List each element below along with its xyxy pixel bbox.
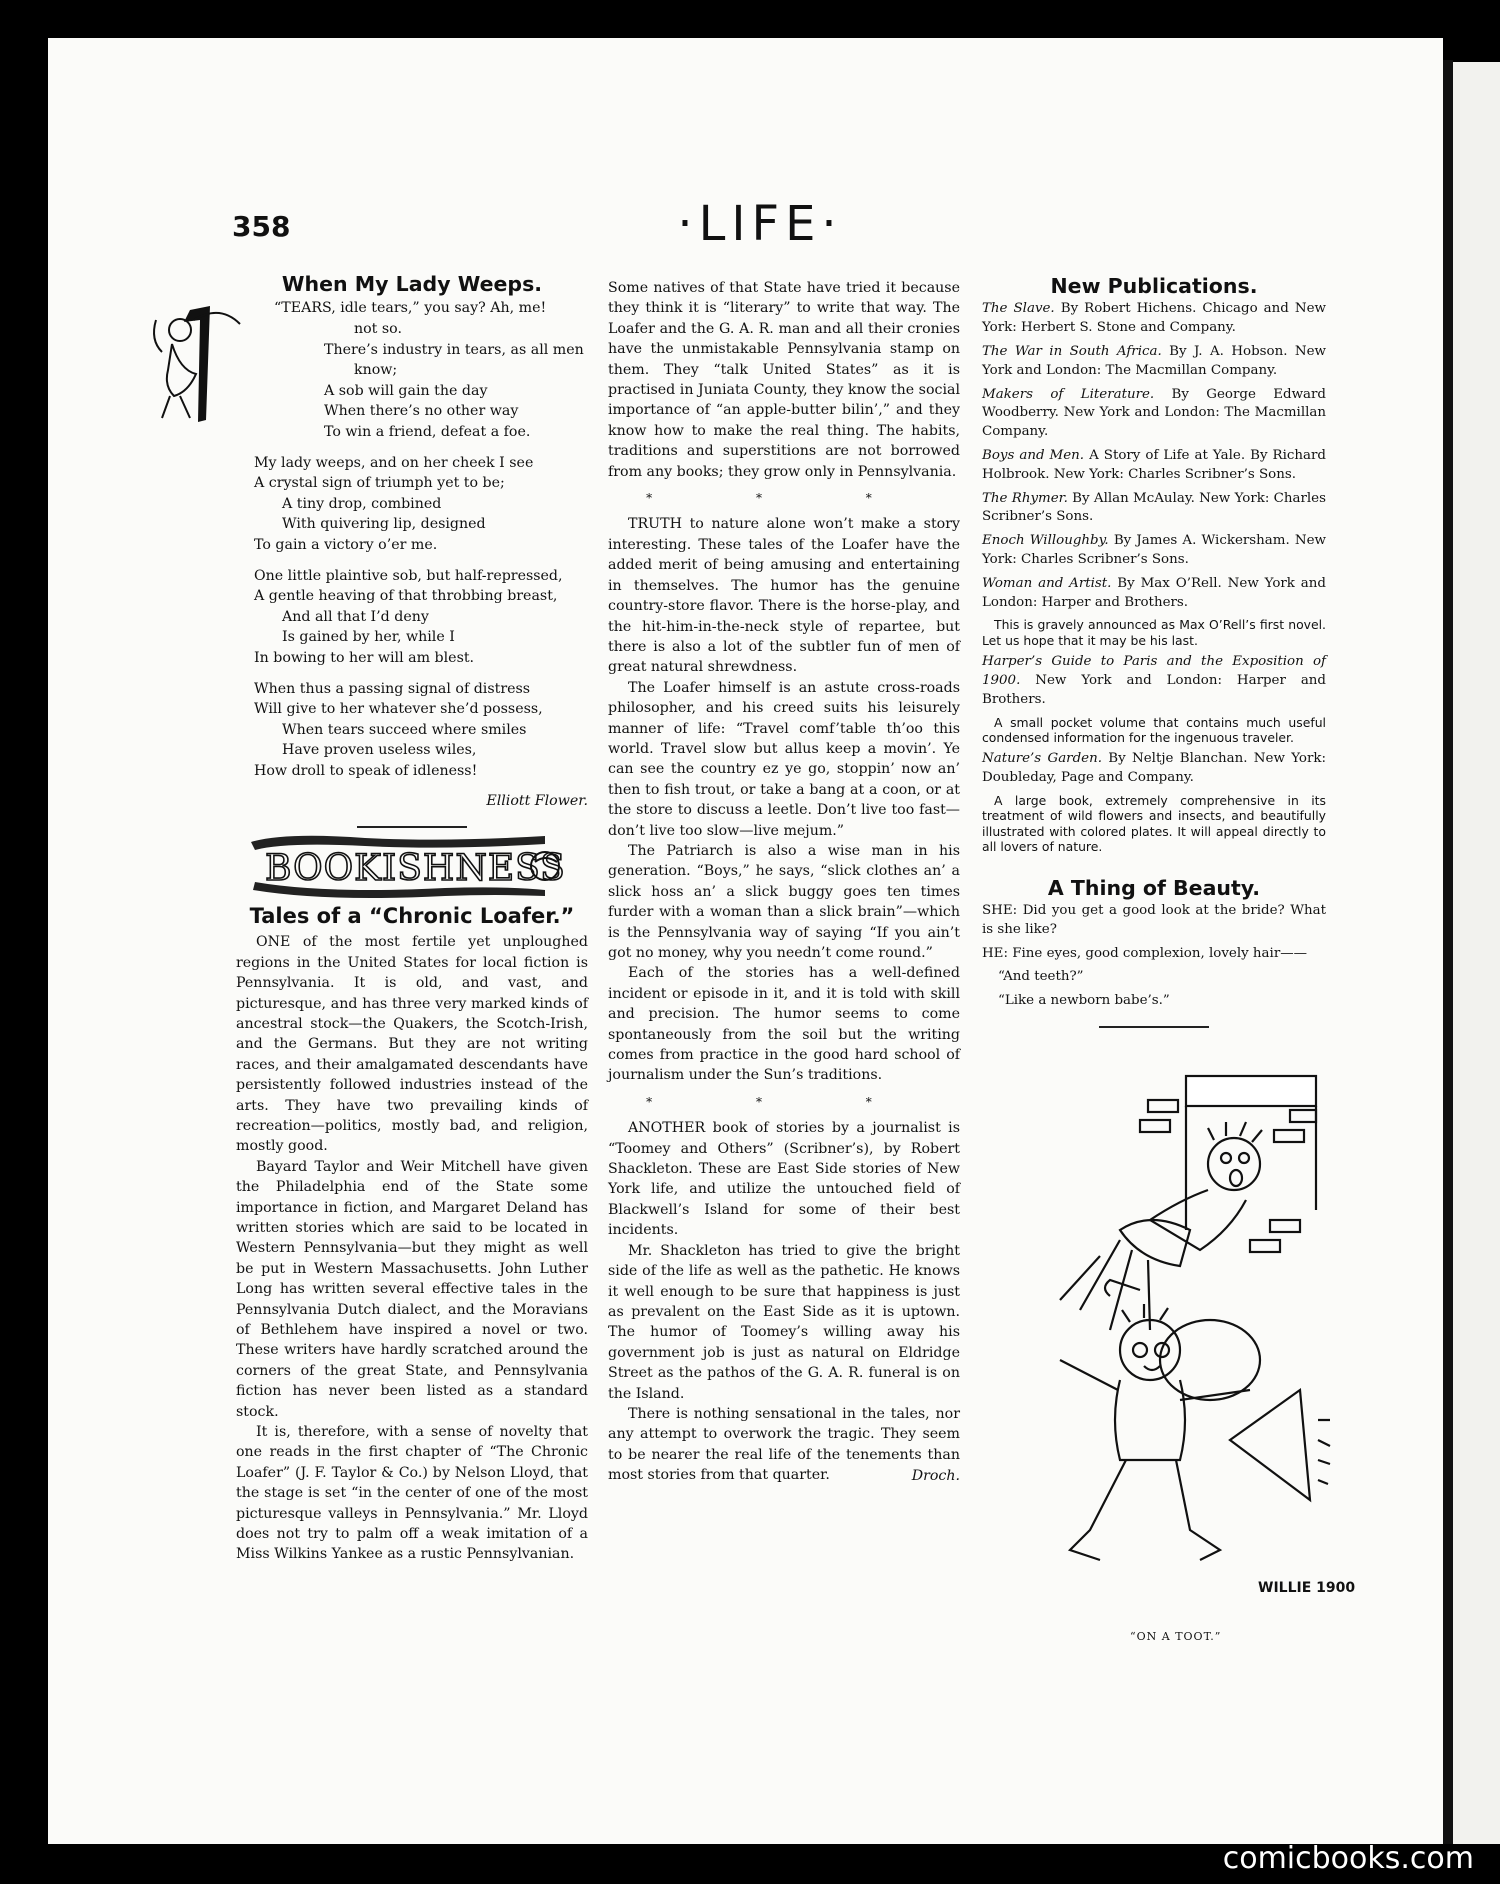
poem-line: A tiny drop, combined [282, 495, 442, 512]
article-body-col2-another [608, 1118, 960, 1486]
publication-details: By J. A. Hobson. New York and London: The Macmillan Company. [982, 344, 1326, 378]
poem-line: To gain a victory o’er me. [254, 536, 438, 553]
poem-line: When thus a passing signal of distress [254, 680, 531, 697]
publication-entry [982, 653, 1326, 709]
publication-title: Boys and Men. [982, 447, 1085, 463]
banner-text: BOOKISHNESS [265, 848, 566, 889]
publications-title: New Publications. [1050, 274, 1258, 298]
publication-details: A Story of Life at Yale. By Richard Holbrook. New York: Charles Scribner’s Sons. [982, 447, 1326, 482]
dialog-text: “Like a newborn babe’s.” [998, 993, 1170, 1009]
speaker: SHE [982, 903, 1013, 918]
bookishness-banner [245, 832, 575, 900]
poem-line: Have proven useless wiles, [282, 742, 477, 759]
paragraph: Bayard Taylor and Weir Mitchell have given the Philadelphia end of the State some importance in fiction, and Margaret Deland has written stories which are said to be located in Western Pennsylvania—but they might as well be put in Western Massachusetts. John Luther Long has written several effective tales in the Pennsylvania Dutch dialect, and the Moravians of Bethlehem have inspired a novel or two. These writers have hardly scratched around the corners of the great State, and Pennsylvania fiction has never been listed as a standard stock. [236, 1158, 588, 1420]
publication-title: The War in South Africa. [982, 344, 1162, 359]
dialog-line [982, 992, 1326, 1011]
publication-entry [982, 386, 1326, 442]
paragraph: It is, therefore, with a sense of novelty that one reads in the first chapter of “The Chronic Loafer” (J. F. Taylor & Co.) by Nelson Lloyd, that the stage is set “in the center of one of the most picturesque valleys in Pennsylvania.” Mr. Lloyd does not try to palm off a weak imitation of a Miss Wilkins Yankee as a rustic Pennsylvanian. [236, 1424, 588, 1563]
publications-list [982, 300, 1326, 854]
page-gutter [1443, 60, 1453, 1844]
poem-line: A gentle heaving of that throbbing breast, [254, 588, 558, 605]
page-number: 358 [232, 210, 291, 243]
poem-line: One little plaintive sob, but half-repressed, [254, 567, 563, 584]
poem-line: In bowing to her will am blest. [254, 649, 475, 666]
speaker: HE [982, 945, 1004, 961]
paragraph: There is nothing sensational in the tales, nor any attempt to overwork the tragic. They seem to be nearer the real life of the tenements than most stories from that quarter. [608, 1405, 960, 1484]
publication-details: By Max O’Rell. New York and London: Harper and Brothers. [982, 575, 1326, 610]
publication-details: New York and London: Harper and Brothers. [982, 672, 1326, 707]
poem-line: A sob will gain the day [324, 382, 488, 399]
poem-line: not so. [354, 321, 402, 337]
publication-entry [982, 490, 1326, 528]
column-3 [982, 276, 1326, 1028]
paragraph: The Loafer himself is an astute cross-roads philosopher, and his creed suits his leisurely manner of life: “Travel comf’table th’oo this world. Travel slow but allus keep a movin’. Ye can see the country ez ye go, stoppin’ now an’ then to fish trout, or take a bang at a coon, or at the store to discuss a leetle. Don’t live too fast—don’t live too slow—live mejum.” [608, 679, 960, 839]
publication-note: A small pocket volume that contains much useful condensed information for the ingenuous traveler. [982, 714, 1326, 745]
section-stars: * * * [646, 1094, 922, 1109]
masthead: ·LIFE· [677, 196, 843, 252]
poem-line: “TEARS, idle tears,” you say? Ah, me! [274, 300, 547, 317]
publication-details: By Allan McAulay. New York: Charles Scribner’s Sons. [982, 490, 1326, 525]
publication-entry [982, 343, 1326, 381]
poem-stanza [254, 679, 588, 782]
poem-line: With quivering lip, designed [282, 516, 486, 533]
poem-line: And all that I’d deny [282, 608, 429, 625]
publication-details: By James A. Wickersham. New York: Charles Scribner’s Sons. [982, 533, 1326, 567]
poem-line: There’s industry in tears, as all men [324, 341, 584, 358]
poem-line: My lady weeps, and on her cheek I see [254, 454, 534, 471]
paragraph: TRUTH to nature alone won’t make a story interesting. These tales of the Loafer have the added merit of being amusing and entertaining in themselves. The humor has the genuine country-store flavor. There is the horse-play, and the hit-him-in-the-neck style of repartee, but there is also a lot of the subtler fun of men of great natural shrewdness. [608, 516, 960, 676]
poem-line: When tears succeed where smiles [282, 721, 527, 738]
poem-line: When there’s no other way [324, 403, 519, 420]
publication-title: Woman and Artist. [982, 575, 1112, 591]
poem-line: How droll to speak of idleness! [254, 762, 478, 779]
publication-entry [982, 575, 1326, 613]
publication-details: By Neltje Blanchan. New York: Doubleday, Page and Company. [982, 751, 1326, 786]
dialog-line [982, 968, 1326, 987]
cartoon-signature: WILLIE 1900 [1258, 1580, 1356, 1596]
dialog-text: “And teeth?” [998, 969, 1084, 985]
dialog-line [982, 902, 1326, 940]
poem-stanza [254, 298, 588, 442]
publication-details: By Robert Hichens. Chicago and New York: Herbert S. Stone and Company. [982, 301, 1326, 336]
publication-title: The Slave. [982, 301, 1055, 317]
article-body-col1 [236, 932, 588, 1565]
poem-line: Will give to her whatever she’d possess, [254, 701, 543, 718]
poem-line: A crystal sign of triumph yet to be; [254, 475, 505, 492]
adjacent-page-edge [1453, 62, 1500, 1844]
watermark: comicbooks.com [1222, 1841, 1474, 1876]
publication-note: A large book, extremely comprehensive in its treatment of wild flowers and insects, and beautifully illustrated with colored plates. It will appeal directly to all lovers of nature. [982, 792, 1326, 855]
column-1 [236, 274, 588, 1565]
cartoon-illustration [1000, 1060, 1356, 1620]
section-stars: * * * [646, 491, 922, 506]
publication-title: Enoch Willoughby. [982, 533, 1109, 549]
publication-title: The Rhymer. [982, 490, 1068, 506]
article-title: Tales of a “Chronic Loafer.” [249, 903, 575, 928]
paragraph: The Patriarch is also a wise man in his generation. “Boys,” he says, “slick clothes an’ a slick hoss an’ a slick buggy goes ten times furder with a woman than a slick brain”—which is the Pennsylvania way of saying “If you ain’t got no money, why you needn’t come round.” [608, 842, 960, 961]
publication-title: Makers of Literature. [982, 386, 1155, 402]
publication-note: This is gravely announced as Max O’Rell’s first novel. Let us hope that it may be his last. [982, 617, 1326, 648]
dialog-line [982, 945, 1326, 964]
cartoon-caption: “ON A TOOT.” [1130, 1630, 1222, 1643]
divider [1099, 1026, 1209, 1028]
dialog-text: : Did you get a good look at the bride? What is she like? [982, 903, 1326, 937]
column-2 [608, 278, 960, 1486]
poem-stanza [254, 566, 588, 669]
paragraph: ANOTHER book of stories by a journalist is “Toomey and Others” (Scribner’s), by Robert Shackleton. These are East Side stories of New York life, and utilize the untouched field of Blackwell’s Island for some of their best incidents. [608, 1120, 960, 1239]
beauty-dialog [982, 902, 1326, 1011]
beauty-title: A Thing of Beauty. [1047, 875, 1261, 900]
poem-line: To win a friend, defeat a foe. [324, 423, 531, 440]
publication-entry [982, 532, 1326, 570]
article-signature: Droch. [911, 1467, 960, 1484]
article-body-col2-truth [608, 514, 960, 1085]
paragraph: ONE of the most fertile yet unploughed regions in the United States for local fiction is Pennsylvania. It is old, and vast, and picturesque, and has three very marked kinds of ancestral stock—the Quakers, the Scotch-Irish, and the Germans. But they are not writing races, and their amalgamated descendants have persistently followed industries instead of the arts. They have two prevailing kinds of recreation—politics, mostly bad, and religion, mostly good. [236, 934, 588, 1155]
cupid-illustration [150, 300, 260, 440]
poem-author: Elliott Flower. [486, 793, 588, 810]
poem-body [236, 298, 588, 781]
publication-title: Harper’s Guide to Paris and the Exposition of 1900. [982, 654, 1326, 688]
publication-entry [982, 447, 1326, 485]
article-body-col2-intro: Some natives of that State have tried it because they think it is “literary” to write that way. The Loafer and the G. A. R. man and all their cronies have the unmistakable Pennsylvania stamp on them. They “talk United States” as it is practised in Juniata County, they know the social importance of “an apple-butter bilin’,” and they know how to make the real thing. The habits, traditions and superstitions are not borrowed from any books; they grow only in Pennsylvania. [608, 280, 960, 480]
poem-line: know; [354, 362, 398, 379]
poem-stanza [254, 453, 588, 556]
publication-entry [982, 300, 1326, 338]
publication-details: By George Edward Woodberry. New York and London: The Macmillan Company. [982, 386, 1326, 440]
poem-title: When My Lady Weeps. [281, 272, 543, 296]
poem-line: Is gained by her, while I [282, 629, 455, 646]
publication-entry [982, 750, 1326, 788]
paragraph: Mr. Shackleton has tried to give the bright side of the life as well as the pathetic. He knows it well enough to be sure that happiness is just as prevalent on the East Side as it is uptown. The humor of Toomey’s willing away his government job is just as natural on Eldridge Street as the pathos of the G. A. R. funeral is on the Island. [608, 1242, 960, 1402]
paragraph: Each of the stories has a well-defined incident or episode in it, and it is told with skill and precision. The humor seems to come spontaneously from the soil but the writing comes from practice in the good hard school of journalism under the Sun’s traditions. [608, 965, 960, 1084]
dialog-text: : Fine eyes, good complexion, lovely hair—— [1003, 945, 1308, 961]
publication-title: Nature’s Garden. [982, 751, 1102, 767]
